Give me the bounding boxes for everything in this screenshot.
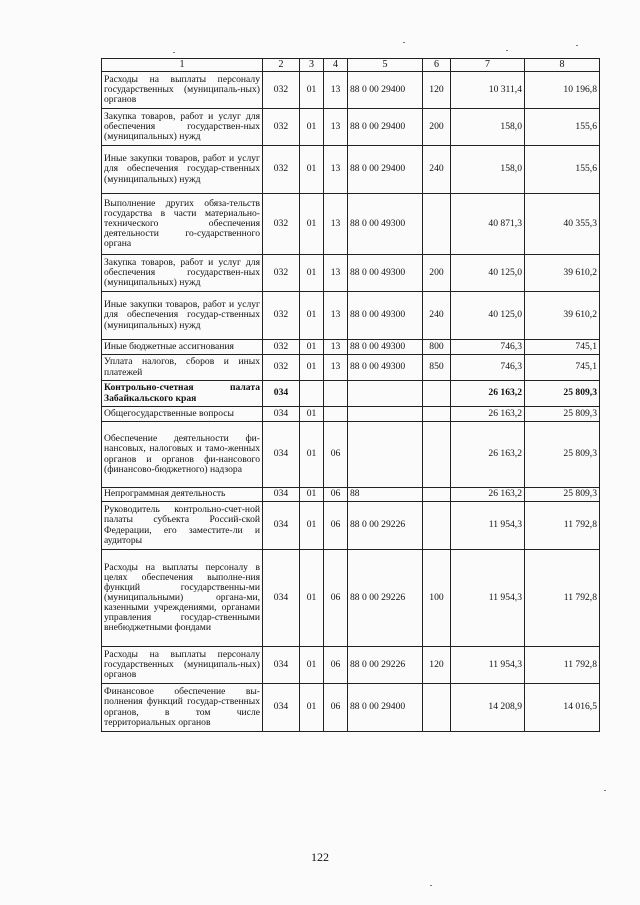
expense-type-cell: 200 xyxy=(423,109,451,146)
expense-type-cell: 200 xyxy=(423,255,451,292)
amount-year2-cell: 25 809,3 xyxy=(525,422,600,488)
scan-speck xyxy=(506,50,508,51)
amount-year2-cell: 39 610,2 xyxy=(525,292,600,340)
table-body xyxy=(102,59,600,732)
table-row xyxy=(102,340,600,355)
section-cell: 01 xyxy=(300,550,324,647)
section-cell: 01 xyxy=(300,647,324,684)
target-article-cell: 88 xyxy=(348,488,423,502)
subsection-cell: 13 xyxy=(324,355,348,381)
scan-speck xyxy=(173,52,175,53)
table-row xyxy=(102,647,600,684)
item-name-cell: Финансовое обеспечение вы-полнения функций государ-ственных органов, в том числе территориальных органов xyxy=(102,684,263,732)
target-article-cell: 88 0 00 29400 xyxy=(348,684,423,732)
scan-speck xyxy=(576,45,578,46)
subsection-cell: 06 xyxy=(324,422,348,488)
section-cell: 01 xyxy=(300,255,324,292)
table-row xyxy=(102,146,600,194)
expense-type-cell: 120 xyxy=(423,647,451,684)
table-row xyxy=(102,255,600,292)
ministry-code-cell: 034 xyxy=(263,407,300,422)
amount-year1-cell: 11 954,3 xyxy=(451,502,525,550)
subsection-cell: 13 xyxy=(324,340,348,355)
table-row xyxy=(102,488,600,502)
table-row xyxy=(102,684,600,732)
target-article-cell xyxy=(348,381,423,407)
subsection-cell: 06 xyxy=(324,647,348,684)
section-cell: 01 xyxy=(300,72,324,109)
ministry-code-cell: 034 xyxy=(263,502,300,550)
amount-year1-cell: 40 125,0 xyxy=(451,255,525,292)
ministry-code-cell: 032 xyxy=(263,340,300,355)
budget-table xyxy=(101,58,600,732)
table-row xyxy=(102,72,600,109)
target-article-cell: 88 0 00 49300 xyxy=(348,340,423,355)
amount-year2-cell: 745,1 xyxy=(525,355,600,381)
subsection-cell xyxy=(324,381,348,407)
target-article-cell: 88 0 00 49300 xyxy=(348,292,423,340)
table-row xyxy=(102,194,600,255)
section-cell: 01 xyxy=(300,488,324,502)
item-name-cell: Закупка товаров, работ и услуг для обеспечения государствен-ных (муниципальных) нужд xyxy=(102,109,263,146)
table-row xyxy=(102,550,600,647)
item-name-cell: Расходы на выплаты персоналу в целях обеспечения выполне-ния функций государственны-ми (муниципальными) органа-ми, казенными учреждениями, органами управления государ-ственными внебюджетными фондами xyxy=(102,550,263,647)
subsection-cell: 13 xyxy=(324,109,348,146)
item-name-cell: Уплата налогов, сборов и иных платежей xyxy=(102,355,263,381)
amount-year2-cell: 25 809,3 xyxy=(525,407,600,422)
amount-year2-cell: 25 809,3 xyxy=(525,488,600,502)
amount-year2-cell: 11 792,8 xyxy=(525,502,600,550)
header-cell: 3 xyxy=(300,59,324,72)
section-cell xyxy=(300,381,324,407)
amount-year2-cell: 40 355,3 xyxy=(525,194,600,255)
table-row xyxy=(102,502,600,550)
item-name-cell: Выполнение других обяза-тельств государства в части материально-технического обеспечения деятельности го-сударственного органа xyxy=(102,194,263,255)
section-cell: 01 xyxy=(300,684,324,732)
subsection-cell: 06 xyxy=(324,550,348,647)
target-article-cell: 88 0 00 29226 xyxy=(348,502,423,550)
amount-year1-cell: 40 871,3 xyxy=(451,194,525,255)
amount-year1-cell: 10 311,4 xyxy=(451,72,525,109)
header-cell: 5 xyxy=(348,59,423,72)
item-name-cell: Закупка товаров, работ и услуг для обеспечения государствен-ных (муниципальных) нужд xyxy=(102,255,263,292)
amount-year2-cell: 155,6 xyxy=(525,146,600,194)
expense-type-cell xyxy=(423,407,451,422)
item-name-cell: Иные закупки товаров, работ и услуг для обеспечения государ-ственных (муниципальных) нужд xyxy=(102,146,263,194)
header-row xyxy=(102,59,600,72)
amount-year1-cell: 11 954,3 xyxy=(451,550,525,647)
header-cell: 7 xyxy=(451,59,525,72)
target-article-cell: 88 0 00 29226 xyxy=(348,647,423,684)
ministry-code-cell: 034 xyxy=(263,684,300,732)
header-cell: 6 xyxy=(423,59,451,72)
ministry-code-cell: 034 xyxy=(263,422,300,488)
ministry-code-cell: 034 xyxy=(263,381,300,407)
subsection-cell: 13 xyxy=(324,72,348,109)
amount-year2-cell: 11 792,8 xyxy=(525,647,600,684)
item-name-cell: Общегосударственные вопросы xyxy=(102,407,263,422)
target-article-cell: 88 0 00 29400 xyxy=(348,72,423,109)
header-cell: 2 xyxy=(263,59,300,72)
expense-type-cell xyxy=(423,422,451,488)
target-article-cell: 88 0 00 49300 xyxy=(348,255,423,292)
header-cell: 1 xyxy=(102,59,263,72)
item-name-cell: Непрограммная деятельность xyxy=(102,488,263,502)
header-cell: 4 xyxy=(324,59,348,72)
amount-year1-cell: 158,0 xyxy=(451,146,525,194)
amount-year1-cell: 746,3 xyxy=(451,355,525,381)
table-row xyxy=(102,355,600,381)
target-article-cell: 88 0 00 29226 xyxy=(348,550,423,647)
page-number: 122 xyxy=(311,850,329,864)
amount-year2-cell: 745,1 xyxy=(525,340,600,355)
amount-year1-cell: 26 163,2 xyxy=(451,407,525,422)
expense-type-cell: 800 xyxy=(423,340,451,355)
target-article-cell: 88 0 00 29400 xyxy=(348,109,423,146)
section-cell: 01 xyxy=(300,340,324,355)
ministry-code-cell: 032 xyxy=(263,109,300,146)
expense-type-cell xyxy=(423,684,451,732)
amount-year2-cell: 10 196,8 xyxy=(525,72,600,109)
ministry-code-cell: 032 xyxy=(263,255,300,292)
section-cell: 01 xyxy=(300,502,324,550)
ministry-code-cell: 032 xyxy=(263,72,300,109)
amount-year1-cell: 26 163,2 xyxy=(451,381,525,407)
target-article-cell: 88 0 00 49300 xyxy=(348,194,423,255)
amount-year2-cell: 25 809,3 xyxy=(525,381,600,407)
header-cell: 8 xyxy=(525,59,600,72)
amount-year2-cell: 11 792,8 xyxy=(525,550,600,647)
item-name-cell: Расходы на выплаты персоналу государственных (муниципаль-ных) органов xyxy=(102,647,263,684)
section-cell: 01 xyxy=(300,146,324,194)
section-cell: 01 xyxy=(300,355,324,381)
table-row xyxy=(102,381,600,407)
expense-type-cell: 240 xyxy=(423,146,451,194)
target-article-cell: 88 0 00 49300 xyxy=(348,355,423,381)
amount-year2-cell: 14 016,5 xyxy=(525,684,600,732)
amount-year1-cell: 14 208,9 xyxy=(451,684,525,732)
subsection-cell: 06 xyxy=(324,488,348,502)
item-name-cell: Контрольно-счетная палата Забайкальского края xyxy=(102,381,263,407)
item-name-cell: Руководитель контрольно-счет-ной палаты субъекта Россий-ской Федерации, его заместите-ли и аудиторы xyxy=(102,502,263,550)
ministry-code-cell: 032 xyxy=(263,355,300,381)
expense-type-cell: 100 xyxy=(423,550,451,647)
amount-year2-cell: 155,6 xyxy=(525,109,600,146)
subsection-cell: 13 xyxy=(324,292,348,340)
subsection-cell xyxy=(324,407,348,422)
item-name-cell: Иные бюджетные ассигнования xyxy=(102,340,263,355)
ministry-code-cell: 034 xyxy=(263,647,300,684)
ministry-code-cell: 032 xyxy=(263,146,300,194)
scan-speck xyxy=(430,885,432,886)
subsection-cell: 13 xyxy=(324,194,348,255)
amount-year1-cell: 746,3 xyxy=(451,340,525,355)
section-cell: 01 xyxy=(300,194,324,255)
expense-type-cell xyxy=(423,488,451,502)
expense-type-cell xyxy=(423,502,451,550)
section-cell: 01 xyxy=(300,422,324,488)
expense-type-cell xyxy=(423,194,451,255)
expense-type-cell: 120 xyxy=(423,72,451,109)
subsection-cell: 13 xyxy=(324,146,348,194)
section-cell: 01 xyxy=(300,292,324,340)
table-row xyxy=(102,407,600,422)
amount-year1-cell: 158,0 xyxy=(451,109,525,146)
scan-speck xyxy=(403,42,405,43)
target-article-cell xyxy=(348,407,423,422)
table-row xyxy=(102,292,600,340)
subsection-cell: 06 xyxy=(324,684,348,732)
expense-type-cell xyxy=(423,381,451,407)
amount-year1-cell: 26 163,2 xyxy=(451,488,525,502)
amount-year1-cell: 40 125,0 xyxy=(451,292,525,340)
expense-type-cell: 850 xyxy=(423,355,451,381)
target-article-cell xyxy=(348,422,423,488)
item-name-cell: Расходы на выплаты персоналу государственных (муниципаль-ных) органов xyxy=(102,72,263,109)
subsection-cell: 06 xyxy=(324,502,348,550)
section-cell: 01 xyxy=(300,407,324,422)
section-cell: 01 xyxy=(300,109,324,146)
scan-speck xyxy=(604,790,606,791)
subsection-cell: 13 xyxy=(324,255,348,292)
table-row xyxy=(102,422,600,488)
amount-year2-cell: 39 610,2 xyxy=(525,255,600,292)
ministry-code-cell: 034 xyxy=(263,550,300,647)
ministry-code-cell: 032 xyxy=(263,194,300,255)
target-article-cell: 88 0 00 29400 xyxy=(348,146,423,194)
ministry-code-cell: 034 xyxy=(263,488,300,502)
ministry-code-cell: 032 xyxy=(263,292,300,340)
item-name-cell: Иные закупки товаров, работ и услуг для обеспечения государ-ственных (муниципальных) нужд xyxy=(102,292,263,340)
expense-type-cell: 240 xyxy=(423,292,451,340)
amount-year1-cell: 26 163,2 xyxy=(451,422,525,488)
item-name-cell: Обеспечение деятельности фи-нансовых, налоговых и тамо-женных органов и органов фи-нансового (финансово-бюджетного) надзора xyxy=(102,422,263,488)
table-row xyxy=(102,109,600,146)
amount-year1-cell: 11 954,3 xyxy=(451,647,525,684)
